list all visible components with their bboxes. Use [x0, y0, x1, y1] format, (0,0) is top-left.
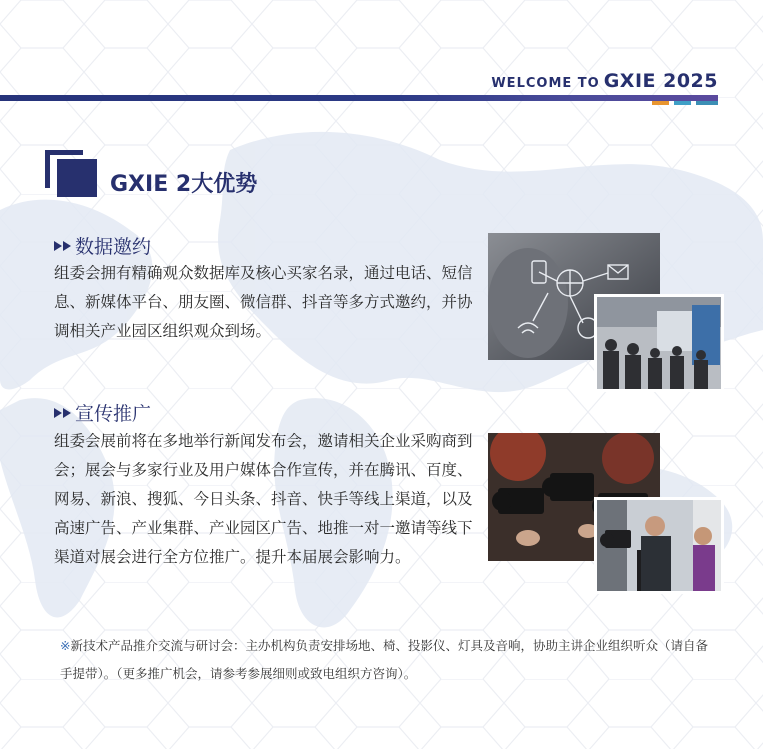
title-square-decoration — [57, 159, 97, 197]
page-title: GXIE 2大优势 — [110, 172, 258, 197]
section-heading-data-invitation — [54, 232, 151, 259]
welcome-to-text: WELCOME TO — [491, 76, 600, 91]
welcome-banner — [491, 70, 718, 92]
accent-bar-orange — [652, 101, 669, 105]
footnote — [60, 632, 710, 688]
event-name-text: GXIE 2025 — [603, 70, 718, 92]
reference-mark: ※ — [60, 638, 71, 653]
footnote-text: 新技术产品推介交流与研讨会：主办机构负责安排场地、椅、投影仪、灯具及音响，协助主讲企业组织听众（请自备手提带）。（更多推广机会，请参考参展细则或致电组织方咨询）。 — [60, 638, 708, 681]
interview-photo — [594, 497, 724, 594]
accent-bar-blue-dark — [696, 101, 718, 105]
header-divider-line — [0, 95, 718, 101]
section-body-promotion: 组委会展前将在多地举行新闻发布会，邀请相关企业采购商到会；展会与多家行业及用户媒体合作宣传，并在腾讯、百度、网易、新浪、搜狐、今日头条、抖音、快手等线上渠道，以及高速广告、产业集群、产业园区广告、地推一对一邀请等线下渠道对展会进行全方位推广。提升本届展会影响力。 — [54, 432, 473, 566]
exhibition-crowd-photo — [594, 294, 724, 392]
section-heading-text: 宣传推广 — [75, 403, 152, 425]
arrow-bullet-icon — [54, 241, 72, 251]
section-heading-text: 数据邀约 — [75, 236, 152, 258]
section-heading-promotion — [54, 399, 151, 426]
accent-bar-blue — [674, 101, 691, 105]
section-body-data-invitation: 组委会拥有精确观众数据库及核心买家名录，通过电话、短信息、新媒体平台、朋友圈、微信群、抖音等多方式邀约，并协调相关产业园区组织观众到场。 — [54, 264, 473, 340]
arrow-bullet-icon — [54, 408, 72, 418]
